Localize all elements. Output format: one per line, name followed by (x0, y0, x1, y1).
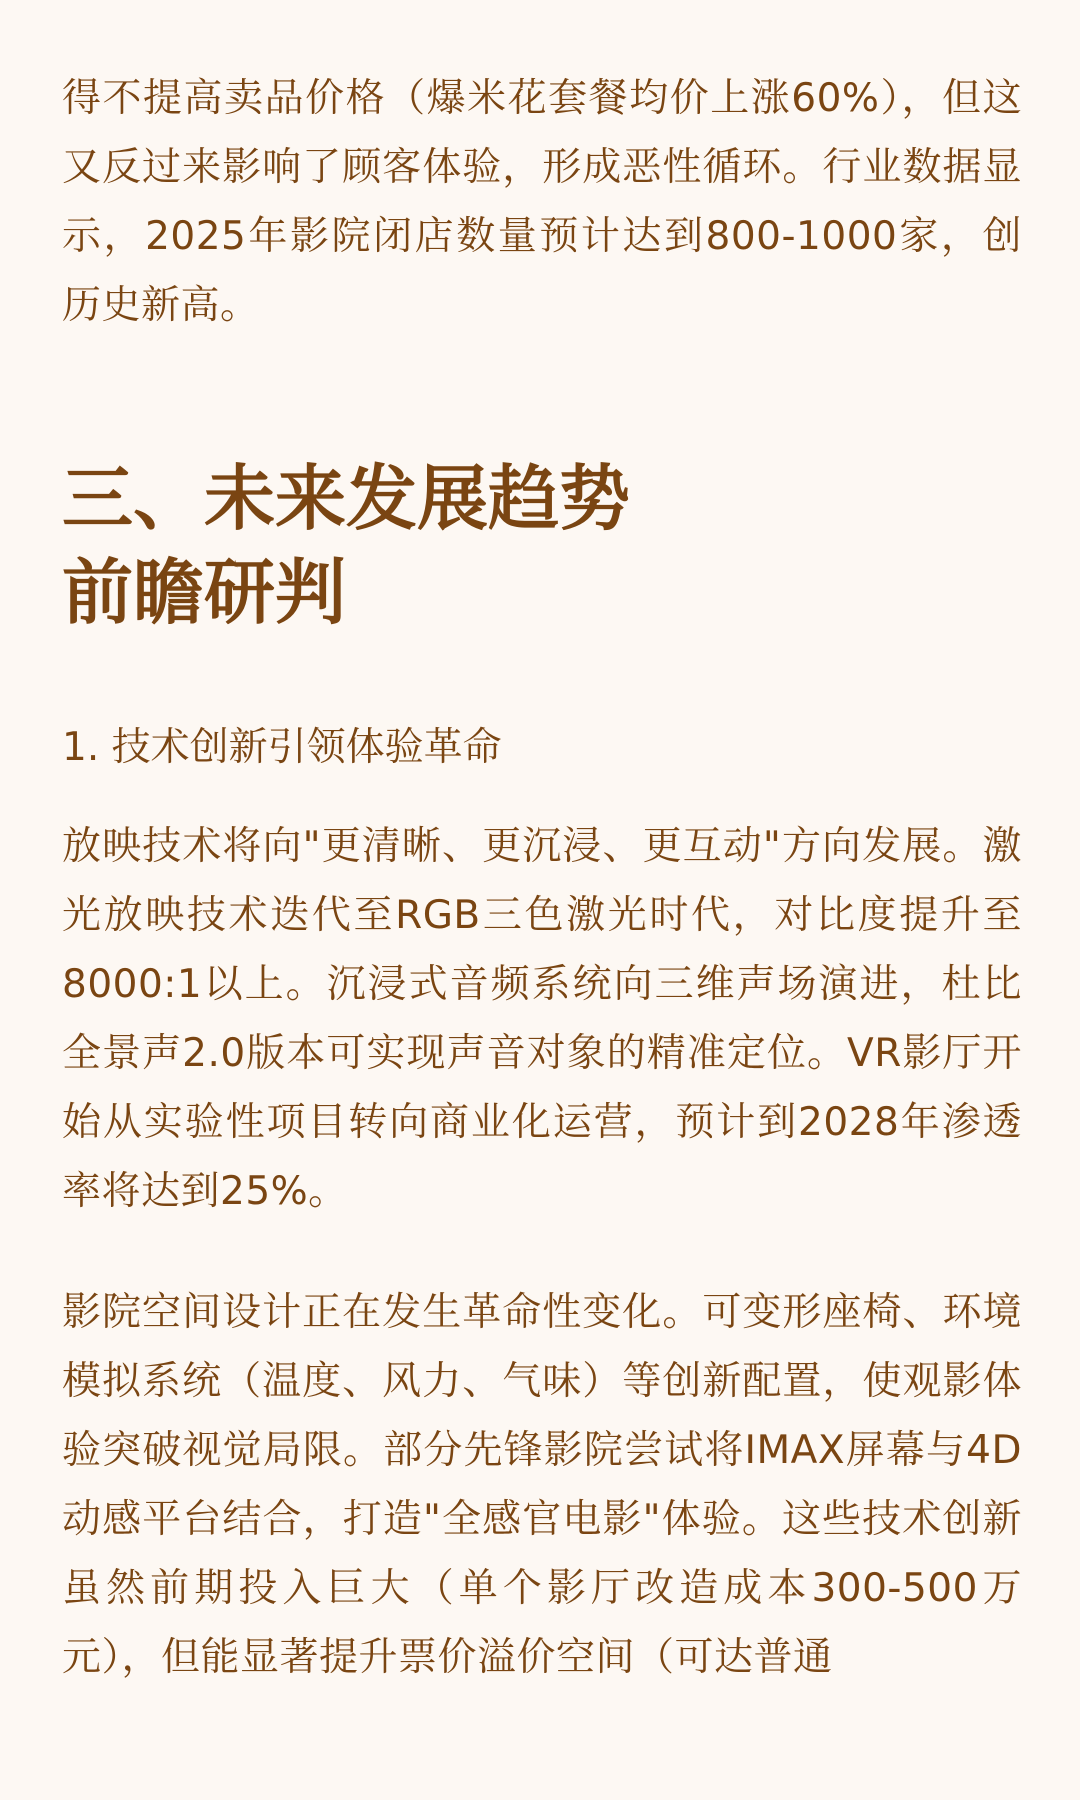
tech-innovation-paragraph: 放映技术将向"更清晰、更沉浸、更互动"方向发展。激光放映技术迭代至RGB三色激光时代，对比度提升至8000:1以上。沉浸式音频系统向三维声场演进，杜比全景声2.0版本可实现声音对象的精准定位。VR影厅开始从实验性项目转向商业化运营，预计到2028年渗透率将达到25%。 (62, 824, 1022, 1214)
intro-paragraph: 得不提高卖品价格（爆米花套餐均价上涨60%），但这又反过来影响了顾客体验，形成恶性循环。行业数据显示，2025年影院闭店数量预计达到800-1000家，创历史新高。 (62, 76, 1022, 328)
section-heading-line-1: 三、未来发展趋势 (62, 457, 631, 540)
cinema-space-paragraph: 影院空间设计正在发生革命性变化。可变形座椅、环境模拟系统（温度、风力、气味）等创新配置，使观影体验突破视觉局限。部分先锋影院尝试将IMAX屏幕与4D动感平台结合，打造"全感官电影"体验。这些技术创新虽然前期投入巨大（单个影厅改造成本300-500万元），但能显著提升票价溢价空间（可达普通 (62, 1290, 1022, 1680)
subsection-title: 1. 技术创新引领体验革命 (62, 725, 502, 770)
section-heading (62, 452, 1022, 640)
section-heading-line-2: 前瞻研判 (62, 551, 347, 634)
